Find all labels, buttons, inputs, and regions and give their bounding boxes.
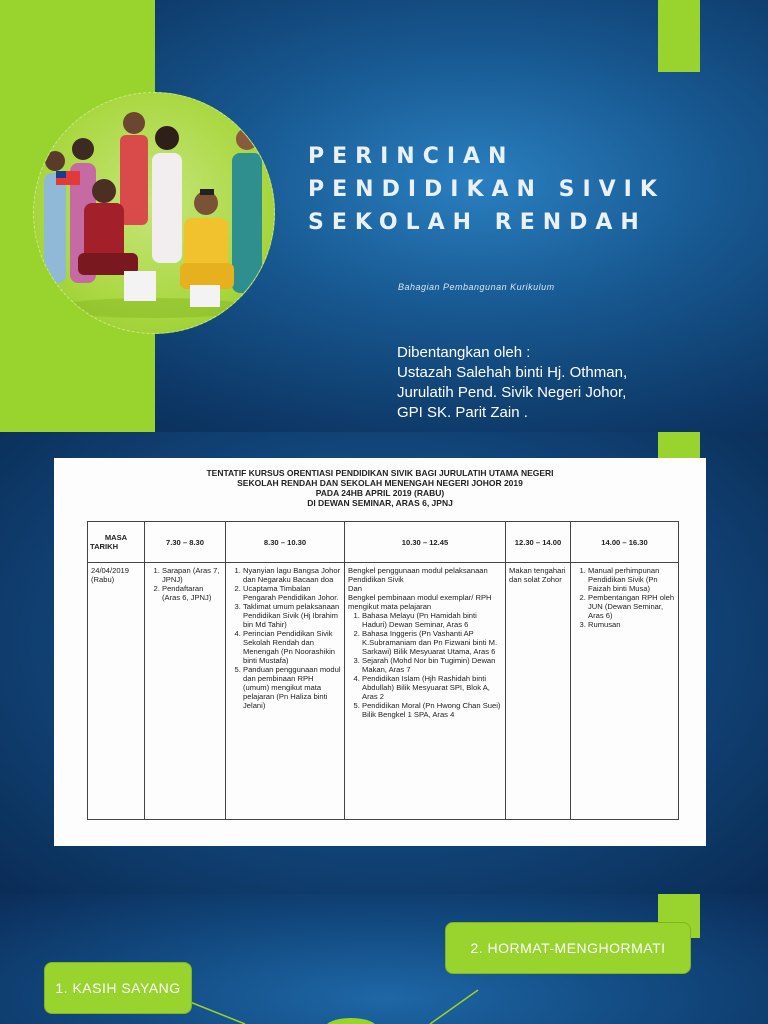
date-cell: 24/04/2019 (Rabu)	[88, 563, 145, 820]
cell-7-30	[145, 563, 226, 820]
value-hormat-menghormati[interactable]: 2. HORMAT-MENGHORMATI	[445, 922, 691, 974]
list-item: 1. Bahasa Melayu (Pn Hamidah binti Haduri) Dewan Seminar, Aras 6	[362, 611, 502, 629]
list-item: 1. Sarapan (Aras 7, JPNJ)	[162, 566, 222, 584]
list-item: 3. Rumusan	[588, 620, 675, 629]
list-item: 1. Manual perhimpunan Pendidikan Sivik (Pn Faizah binti Musa)	[588, 566, 675, 593]
table-row	[88, 563, 679, 820]
value-kasih-sayang[interactable]: 1. KASIH SAYANG	[44, 962, 192, 1014]
cell-10-30	[345, 563, 506, 820]
list-item: 3. Taklimat umum pelaksanaan Pendidikan Sivik (Hj Ibrahim bin Md Tahir)	[243, 602, 341, 629]
cell-8-30	[226, 563, 345, 820]
tarikh-label: TARIKH	[90, 542, 119, 551]
schedule-document	[54, 458, 706, 846]
list-item: 1. Nyanyian lagu Bangsa Johor dan Negaraku Bacaan doa	[243, 566, 341, 584]
list-item: 2. Pendaftaran (Aras 6, JPNJ)	[162, 584, 222, 602]
heading-line-4: DI DEWAN SEMINAR, ARAS 6, JPNJ	[307, 498, 453, 508]
cell-12-30: Makan tengahari dan solat Zohor	[506, 563, 571, 820]
presenter-line-2: Ustazah Salehah binti Hj. Othman,	[397, 364, 628, 381]
document-heading	[54, 468, 706, 508]
masa-label: MASA	[104, 533, 128, 542]
masa-tarikh-header	[88, 522, 145, 563]
presenter-info	[397, 343, 627, 423]
time-header: 7.30 – 8.30	[145, 522, 226, 563]
subtitle: Bahagian Pembangunan Kurikulum	[398, 282, 555, 292]
title-slide	[0, 0, 768, 432]
students-photo	[33, 92, 275, 334]
title-line-1: PERINCIAN	[308, 144, 515, 169]
schedule-slide	[0, 432, 768, 894]
list-item: 5. Panduan penggunaan modul dan pembinaan RPH (umum) mengikut mata pelajaran (Pn Haliza binti Jelani)	[243, 665, 341, 710]
list-item: 2. Ucaptama Timbalan Pengarah Pendidikan Johor.	[243, 584, 341, 602]
cell-14-00	[571, 563, 679, 820]
list-item: 2. Pembentangan RPH oleh JUN (Dewan Seminar, Aras 6)	[588, 593, 675, 620]
heading-line-1: TENTATIF KURSUS ORENTIASI PENDIDIKAN SIVIK BAGI JURULATIH UTAMA NEGERI	[206, 468, 554, 478]
time-header: 14.00 – 16.30	[571, 522, 679, 563]
values-slide	[0, 894, 768, 1024]
workshop-intro: Bengkel pembinaan modul exemplar/ RPH mengikut mata pelajaran	[348, 593, 492, 611]
workshop-intro: Bengkel penggunaan modul pelaksanaan Pendidikan Sivik	[348, 566, 488, 584]
students-illustration	[34, 93, 274, 333]
heading-line-2: SEKOLAH RENDAH DAN SEKOLAH MENENGAH NEGERI JOHOR 2019	[237, 478, 523, 488]
presenter-line-1: Dibentangkan oleh :	[397, 344, 531, 361]
slide-title	[308, 140, 665, 239]
title-line-3: SEKOLAH RENDAH	[308, 210, 647, 235]
workshop-intro: Dan	[348, 584, 362, 593]
heading-line-3: PADA 24HB APRIL 2019 (RABU)	[315, 488, 445, 498]
green-accent-tab	[658, 432, 700, 458]
list-item: 3. Sejarah (Mohd Nor bin Tugimin) Dewan Makan, Aras 7	[362, 656, 502, 674]
list-item: 4. Perincian Pendidikan Sivik Sekolah Rendah dan Menengah (Pn Noorashikin binti Mustafa)	[243, 629, 341, 665]
title-line-2: PENDIDIKAN SIVIK	[308, 177, 665, 202]
presenter-line-4: GPI SK. Parit Zain .	[397, 404, 528, 421]
presenter-line-3: Jurulatih Pend. Sivik Negeri Johor,	[397, 384, 627, 401]
table-header-row	[88, 522, 679, 563]
time-header: 10.30 – 12.45	[345, 522, 506, 563]
list-item: 5. Pendidikan Moral (Pn Hwong Chan Suei) Bilik Bengkel 1 SPA, Aras 4	[362, 701, 502, 719]
list-item: 4. Pendidikan Islam (Hjh Rashidah binti Abdullah) Bilik Mesyuarat SPI, Blok A, Aras 2	[362, 674, 502, 701]
schedule-table	[87, 521, 679, 820]
green-accent-tab	[658, 0, 700, 72]
time-header: 8.30 – 10.30	[226, 522, 345, 563]
list-item: 2. Bahasa Inggeris (Pn Vashanti AP K.Subramaniam dan Pn Fizwani binti M. Sarkawi) Bilik Mesyuarat Utama, Aras 6	[362, 629, 502, 656]
time-header: 12.30 – 14.00	[506, 522, 571, 563]
